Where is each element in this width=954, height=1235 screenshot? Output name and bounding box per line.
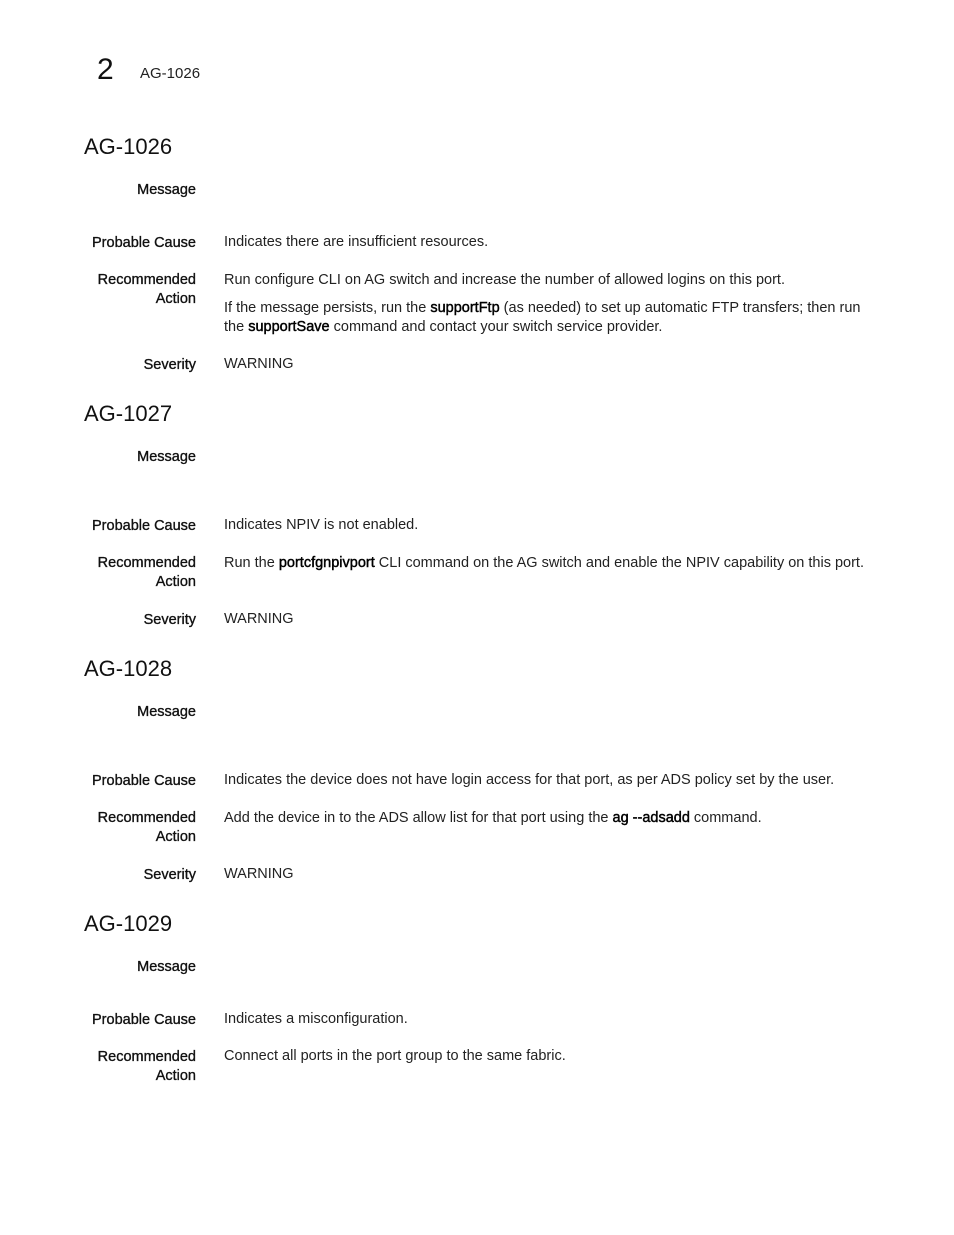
chapter-title: AG-1026 [140,65,201,82]
probable-cause-text: Indicates there are insufficient resources. [224,234,489,250]
command-supportsave: supportSave [248,319,330,335]
recommended-label: Recommended [97,272,196,288]
section-title-ag-1029: AG-1029 [84,911,173,936]
recommended-label: Recommended [97,555,196,571]
recommended-action-text: Run configure CLI on AG switch and increase the number of allowed logins on this port. [224,272,785,288]
command-supportftp: supportFtp [430,300,500,316]
message-label: Message [137,182,196,198]
chapter-number: 2 [97,53,114,86]
command-ag-adsadd: ag --adsadd [612,810,690,826]
probable-cause-label: Probable Cause [92,518,196,534]
recommended-action-text-2: If the message persists, run the supportFtp (as needed) to set up automatic FTP transfers; then run the supportSave command and contact your switch service provider. [224,300,861,335]
recommended-action-text: Add the device in to the ADS allow list for that port using the ag --adsadd command. [224,810,762,826]
probable-cause-text: Indicates the device does not have login access for that port, as per ADS policy set by the user. [224,772,835,788]
command-portcfgnpivport: portcfgnpivport [278,555,375,571]
probable-cause-text: Indicates NPIV is not enabled. [224,517,419,533]
probable-cause-label: Probable Cause [92,235,196,251]
section-title-ag-1028: AG-1028 [84,656,173,681]
severity-label: Severity [143,612,196,628]
message-label: Message [137,449,196,465]
severity-value: WARNING [224,866,294,882]
severity-label: Severity [143,867,196,883]
recommended-label: Recommended [97,810,196,826]
action-label: Action [155,574,196,590]
action-label: Action [155,829,196,845]
action-label: Action [155,1068,196,1084]
recommended-action-text: Connect all ports in the port group to the same fabric. [224,1048,566,1064]
severity-value: WARNING [224,356,294,372]
section-title-ag-1027: AG-1027 [84,401,173,426]
message-label: Message [137,704,196,720]
message-label: Message [137,959,196,975]
severity-value: WARNING [224,611,294,627]
severity-label: Severity [143,357,196,373]
probable-cause-text: Indicates a misconfiguration. [224,1011,408,1027]
recommended-action-text: Run the portcfgnpivport CLI command on the AG switch and enable the NPIV capability on this port. [224,555,864,571]
recommended-label: Recommended [97,1049,196,1065]
action-label: Action [155,291,196,307]
probable-cause-label: Probable Cause [92,773,196,789]
section-title-ag-1026: AG-1026 [84,134,173,159]
probable-cause-label: Probable Cause [92,1012,196,1028]
